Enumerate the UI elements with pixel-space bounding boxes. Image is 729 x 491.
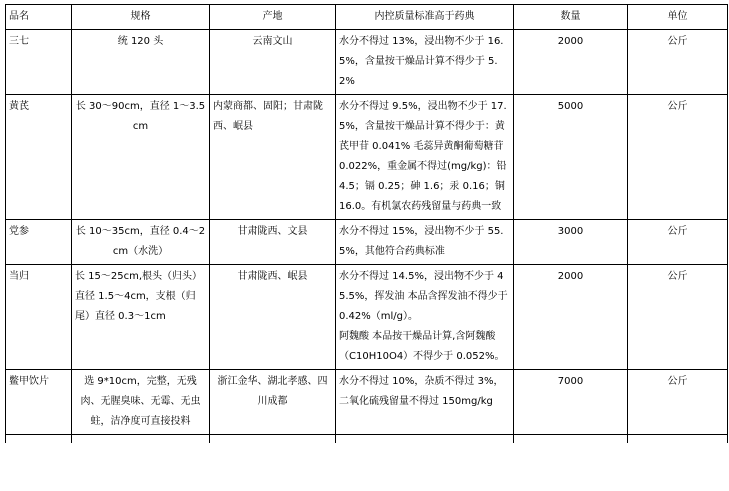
cell-origin: 内蒙商都、固阳；甘肃陇西、岷县 (210, 95, 336, 220)
cell-standard: 水分不得过 13%，浸出物不少于 16.5%，含量按干燥品计算不得少于 5.2% (336, 30, 514, 95)
cell-spec: 长 15～25cm,根头（归头）直径 1.5～4cm，支根（归尾）直径 0.3～1cm (72, 265, 210, 370)
standard-line-2: 阿魏酸 本品按干燥品计算,含阿魏酸（C10H10O4）不得少于 0.052%。 (339, 331, 505, 362)
cell-qty: 2000 (514, 30, 628, 95)
cell-unit: 公斤 (628, 370, 728, 435)
tail-cell (72, 435, 210, 444)
cell-name: 鳖甲饮片 (6, 370, 72, 435)
cell-name: 黄芪 (6, 95, 72, 220)
header-name: 品名 (6, 5, 72, 30)
cell-qty: 2000 (514, 265, 628, 370)
cell-standard (336, 265, 514, 370)
header-unit: 单位 (628, 5, 728, 30)
table-tail-row (6, 435, 728, 444)
cell-qty: 3000 (514, 220, 628, 265)
cell-spec: 长 10～35cm，直径 0.4～2cm（水洗） (72, 220, 210, 265)
cell-standard: 水分不得过 9.5%，浸出物不少于 17.5%，含量按干燥品计算不得少于：黄芪甲苷 0.041% 毛蕊异黄酮葡萄糖苷 0.022%，重金属不得过(mg/kg)：铅 4.5；镉 0.25；砷 1.6；汞 0.16；铜 16.0。有机氯农药残留量与药典一致 (336, 95, 514, 220)
cell-origin: 浙江金华、湖北孝感、四川成都 (210, 370, 336, 435)
cell-unit: 公斤 (628, 30, 728, 95)
cell-origin: 甘肃陇西、岷县 (210, 265, 336, 370)
table-row (6, 265, 728, 370)
cell-name: 党参 (6, 220, 72, 265)
tail-cell (210, 435, 336, 444)
table-row (6, 30, 728, 95)
cell-unit: 公斤 (628, 220, 728, 265)
cell-spec: 长 30～90cm，直径 1～3.5cm (72, 95, 210, 220)
header-origin: 产地 (210, 5, 336, 30)
header-standard: 内控质量标准高于药典 (336, 5, 514, 30)
standard-line-1: 水分不得过 14.5%，浸出物不少于 45.5%，挥发油 本品含挥发油不得少于 0.42%（ml/g）。 (339, 271, 508, 322)
cell-spec: 统 120 头 (72, 30, 210, 95)
cell-standard: 水分不得过 15%，浸出物不少于 55.5%，其他符合药典标准 (336, 220, 514, 265)
cell-origin: 云南文山 (210, 30, 336, 95)
tail-cell (6, 435, 72, 444)
cell-unit: 公斤 (628, 95, 728, 220)
tail-cell (336, 435, 514, 444)
cell-origin: 甘肃陇西、文县 (210, 220, 336, 265)
herb-quality-table (5, 4, 728, 443)
cell-qty: 5000 (514, 95, 628, 220)
table-row (6, 370, 728, 435)
cell-spec: 选 9*10cm，完整，无残肉、无腥臭味、无霉、无虫蛀，洁净度可直接投料 (72, 370, 210, 435)
tail-cell (514, 435, 628, 444)
table-header-row (6, 5, 728, 30)
header-qty: 数量 (514, 5, 628, 30)
cell-standard: 水分不得过 10%，杂质不得过 3%，二氧化硫残留量不得过 150mg/kg (336, 370, 514, 435)
cell-name: 三七 (6, 30, 72, 95)
cell-qty: 7000 (514, 370, 628, 435)
table-row (6, 220, 728, 265)
header-spec: 规格 (72, 5, 210, 30)
cell-name: 当归 (6, 265, 72, 370)
cell-unit: 公斤 (628, 265, 728, 370)
tail-cell (628, 435, 728, 444)
table-row (6, 95, 728, 220)
